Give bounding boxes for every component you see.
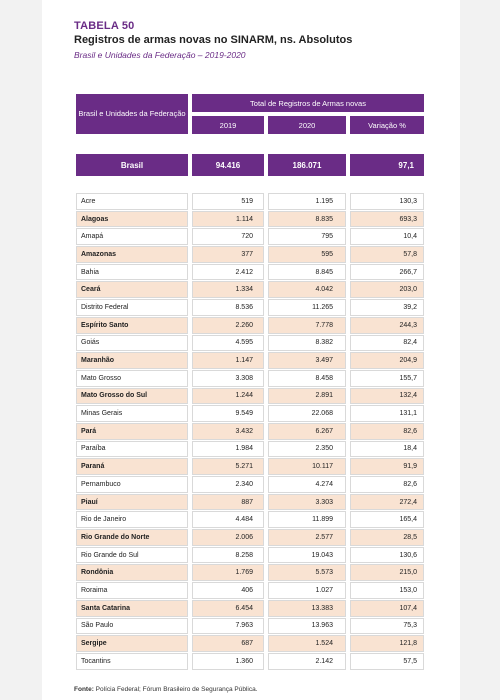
brasil-total-row	[76, 154, 424, 176]
value-2019: 1.984	[192, 441, 264, 458]
value-2020: 8.835	[268, 211, 346, 228]
value-2019: 2.260	[192, 317, 264, 334]
table-row	[76, 335, 424, 353]
brasil-variation: 97,1	[350, 154, 424, 176]
state-name: Piauí	[76, 494, 188, 511]
value-2019: 2.412	[192, 264, 264, 281]
state-name: Santa Catarina	[76, 600, 188, 617]
value-2019: 1.769	[192, 564, 264, 581]
value-2020: 5.573	[268, 564, 346, 581]
variation: 107,4	[350, 600, 424, 617]
table-row	[76, 582, 424, 600]
header-2019: 2019	[192, 116, 264, 134]
state-name: Tocantins	[76, 653, 188, 670]
table-row	[76, 653, 424, 671]
variation: 18,4	[350, 441, 424, 458]
variation: 57,8	[350, 246, 424, 263]
source-text: Polícia Federal; Fórum Brasileiro de Segurança Pública.	[95, 686, 258, 693]
value-2019: 687	[192, 635, 264, 652]
variation: 266,7	[350, 264, 424, 281]
state-name: Goiás	[76, 335, 188, 352]
variation: 155,7	[350, 370, 424, 387]
state-name: Pernambuco	[76, 476, 188, 493]
variation: 82,6	[350, 423, 424, 440]
state-rows	[76, 193, 424, 671]
table-row	[76, 405, 424, 423]
value-2020: 8.458	[268, 370, 346, 387]
state-name: Mato Grosso do Sul	[76, 388, 188, 405]
value-2020: 2.350	[268, 441, 346, 458]
brasil-name: Brasil	[76, 154, 188, 176]
table-row	[76, 529, 424, 547]
variation: 10,4	[350, 228, 424, 245]
table-row	[76, 618, 424, 636]
variation: 215,0	[350, 564, 424, 581]
value-2019: 1.360	[192, 653, 264, 670]
state-name: Rio de Janeiro	[76, 511, 188, 528]
value-2020: 2.577	[268, 529, 346, 546]
table-row	[76, 476, 424, 494]
value-2019: 8.536	[192, 299, 264, 316]
table-row	[76, 600, 424, 618]
table-row	[76, 317, 424, 335]
variation: 203,0	[350, 281, 424, 298]
value-2020: 595	[268, 246, 346, 263]
value-2020: 7.778	[268, 317, 346, 334]
variation: 693,3	[350, 211, 424, 228]
source-note	[74, 686, 258, 693]
state-name: Amapá	[76, 228, 188, 245]
value-2020: 13.383	[268, 600, 346, 617]
state-name: Sergipe	[76, 635, 188, 652]
state-name: Paraíba	[76, 441, 188, 458]
value-2019: 2.340	[192, 476, 264, 493]
header-region: Brasil e Unidades da Federação	[76, 94, 188, 134]
value-2020: 2.142	[268, 653, 346, 670]
value-2019: 9.549	[192, 405, 264, 422]
state-name: Acre	[76, 193, 188, 210]
variation: 91,9	[350, 458, 424, 475]
brasil-2020: 186.071	[268, 154, 346, 176]
value-2020: 4.042	[268, 281, 346, 298]
header-group-total: Total de Registros de Armas novas	[192, 94, 424, 112]
variation: 132,4	[350, 388, 424, 405]
state-name: Distrito Federal	[76, 299, 188, 316]
value-2019: 406	[192, 582, 264, 599]
value-2020: 8.382	[268, 335, 346, 352]
state-name: Roraima	[76, 582, 188, 599]
value-2020: 4.274	[268, 476, 346, 493]
value-2020: 3.497	[268, 352, 346, 369]
value-2019: 8.258	[192, 547, 264, 564]
value-2019: 1.114	[192, 211, 264, 228]
variation: 153,0	[350, 582, 424, 599]
value-2020: 8.845	[268, 264, 346, 281]
state-name: Rio Grande do Sul	[76, 547, 188, 564]
table-row	[76, 246, 424, 264]
value-2019: 4.595	[192, 335, 264, 352]
table-subtitle: Brasil e Unidades da Federação – 2019-2020	[74, 50, 246, 60]
state-name: Rondônia	[76, 564, 188, 581]
value-2020: 13.963	[268, 618, 346, 635]
state-name: Amazonas	[76, 246, 188, 263]
variation: 165,4	[350, 511, 424, 528]
variation: 244,3	[350, 317, 424, 334]
value-2020: 10.117	[268, 458, 346, 475]
document-page	[42, 0, 460, 700]
variation: 272,4	[350, 494, 424, 511]
value-2019: 887	[192, 494, 264, 511]
header-variation: Variação %	[350, 116, 424, 134]
table-title: Registros de armas novas no SINARM, ns. Absolutos	[74, 34, 353, 46]
table-row	[76, 193, 424, 211]
state-name: São Paulo	[76, 618, 188, 635]
value-2020: 19.043	[268, 547, 346, 564]
value-2019: 2.006	[192, 529, 264, 546]
table-row	[76, 281, 424, 299]
value-2020: 1.195	[268, 193, 346, 210]
table-row	[76, 458, 424, 476]
state-name: Alagoas	[76, 211, 188, 228]
brasil-2019: 94.416	[192, 154, 264, 176]
variation: 131,1	[350, 405, 424, 422]
value-2019: 3.432	[192, 423, 264, 440]
value-2019: 1.244	[192, 388, 264, 405]
table-row	[76, 299, 424, 317]
header-2020: 2020	[268, 116, 346, 134]
variation: 130,6	[350, 547, 424, 564]
value-2020: 1.524	[268, 635, 346, 652]
table-row	[76, 564, 424, 582]
value-2019: 1.147	[192, 352, 264, 369]
state-name: Minas Gerais	[76, 405, 188, 422]
table-row	[76, 228, 424, 246]
table-row	[76, 352, 424, 370]
table-label: TABELA 50	[74, 20, 135, 32]
table-row	[76, 370, 424, 388]
value-2019: 5.271	[192, 458, 264, 475]
value-2020: 795	[268, 228, 346, 245]
value-2019: 519	[192, 193, 264, 210]
table-row	[76, 388, 424, 406]
value-2019: 7.963	[192, 618, 264, 635]
state-name: Bahia	[76, 264, 188, 281]
value-2020: 3.303	[268, 494, 346, 511]
source-label: Fonte:	[74, 686, 94, 693]
variation: 121,8	[350, 635, 424, 652]
value-2020: 22.068	[268, 405, 346, 422]
variation: 82,4	[350, 335, 424, 352]
state-name: Rio Grande do Norte	[76, 529, 188, 546]
variation: 204,9	[350, 352, 424, 369]
table-row	[76, 635, 424, 653]
table-row	[76, 441, 424, 459]
value-2019: 720	[192, 228, 264, 245]
table-row	[76, 511, 424, 529]
value-2020: 11.265	[268, 299, 346, 316]
value-2020: 1.027	[268, 582, 346, 599]
state-name: Espírito Santo	[76, 317, 188, 334]
state-name: Mato Grosso	[76, 370, 188, 387]
value-2019: 3.308	[192, 370, 264, 387]
variation: 130,3	[350, 193, 424, 210]
state-name: Pará	[76, 423, 188, 440]
value-2020: 2.891	[268, 388, 346, 405]
table-row	[76, 423, 424, 441]
table-row	[76, 547, 424, 565]
table-row	[76, 211, 424, 229]
table-row	[76, 494, 424, 512]
value-2019: 1.334	[192, 281, 264, 298]
value-2020: 11.899	[268, 511, 346, 528]
value-2019: 6.454	[192, 600, 264, 617]
state-name: Maranhão	[76, 352, 188, 369]
variation: 82,6	[350, 476, 424, 493]
state-name: Paraná	[76, 458, 188, 475]
variation: 75,3	[350, 618, 424, 635]
variation: 39,2	[350, 299, 424, 316]
table-row	[76, 264, 424, 282]
variation: 57,5	[350, 653, 424, 670]
variation: 28,5	[350, 529, 424, 546]
value-2019: 377	[192, 246, 264, 263]
state-name: Ceará	[76, 281, 188, 298]
value-2020: 6.267	[268, 423, 346, 440]
value-2019: 4.484	[192, 511, 264, 528]
